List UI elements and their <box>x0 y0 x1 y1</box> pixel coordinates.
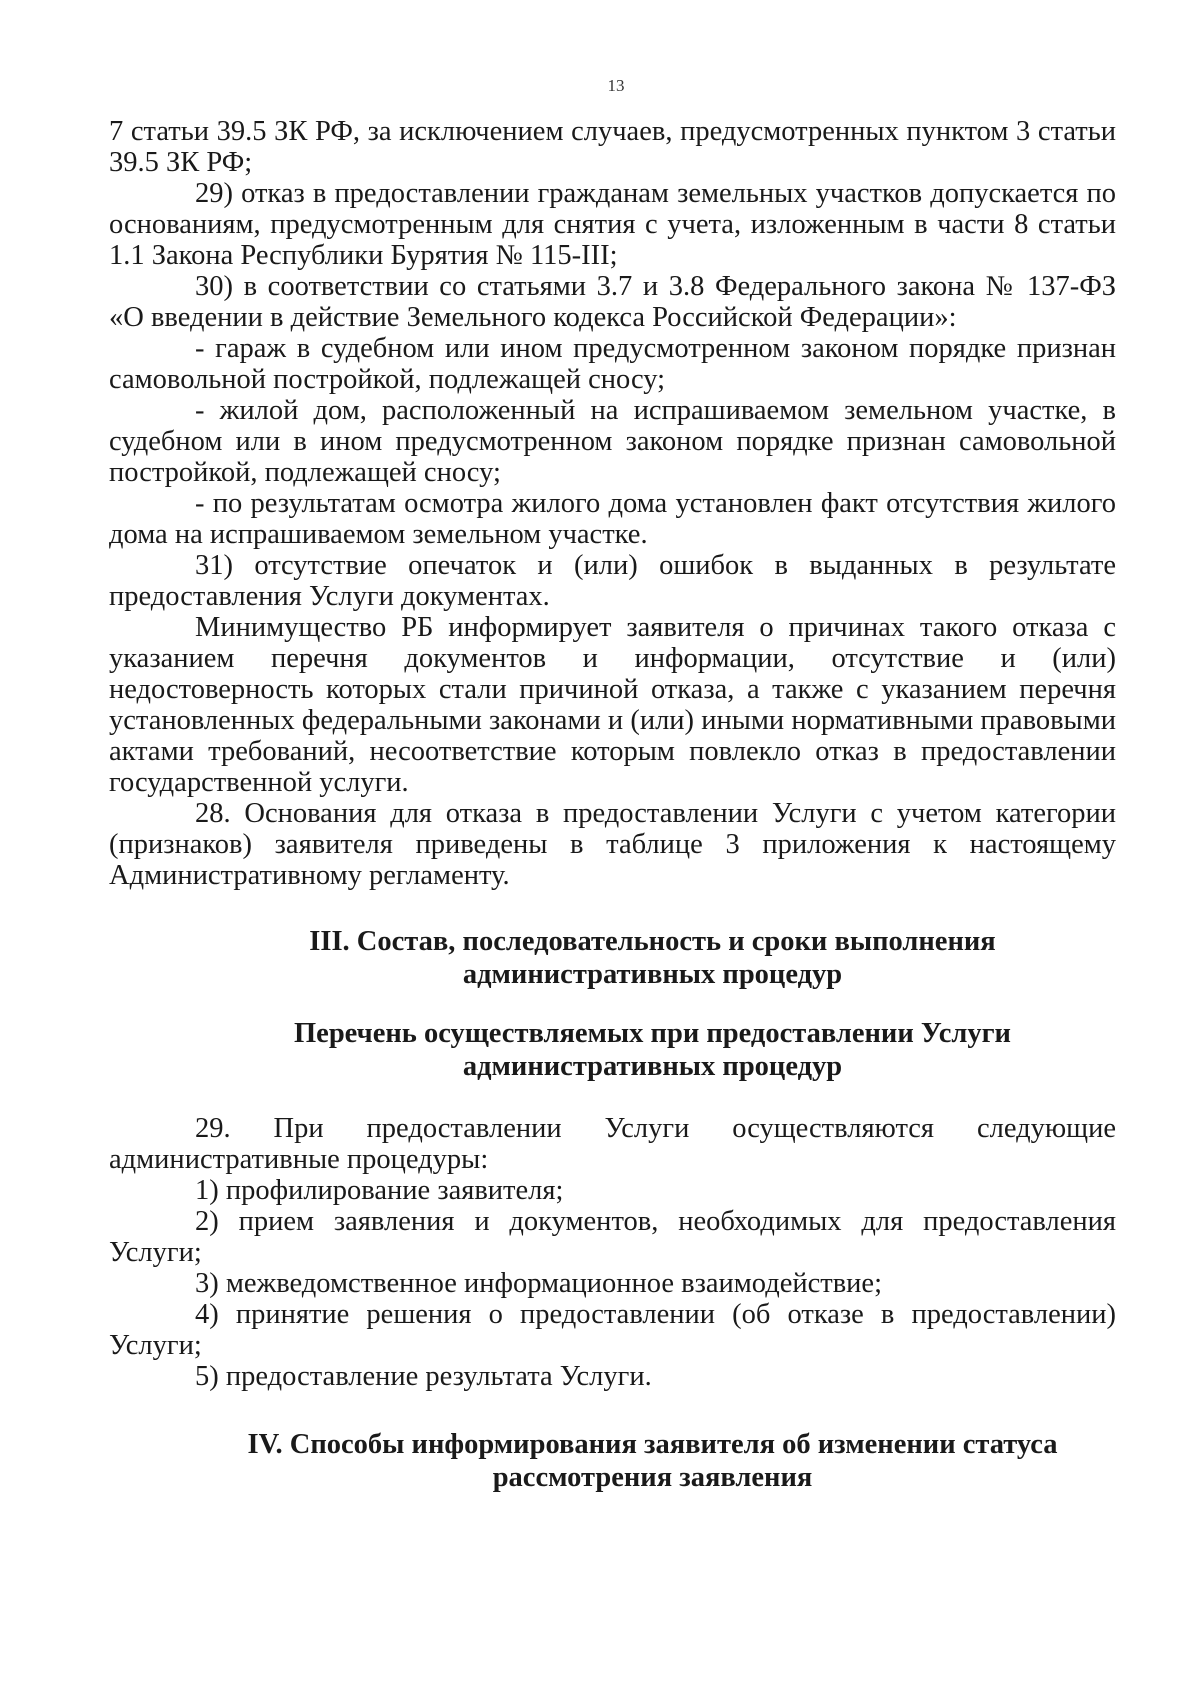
section-3-title <box>109 925 1116 991</box>
list-item: 4) принятие решения о предоставлении (об отказе в предоставлении) Услуги; <box>109 1299 1116 1361</box>
section-3-title-line-2: административных процедур <box>462 959 843 990</box>
paragraph-clause-29: 29. При предоставлении Услуги осуществляются следующие административные процедуры: <box>109 1113 1116 1175</box>
paragraph-dash-garage: - гараж в судебном или ином предусмотренном законом порядке признан самовольной постройкой, подлежащей сносу; <box>109 333 1116 395</box>
section-4-title-line-1: IV. Способы информирования заявителя об изменении статуса <box>247 1429 1058 1460</box>
paragraph-item-30: 30) в соответствии со статьями 3.7 и 3.8 Федерального закона № 137-ФЗ «О введении в действие Земельного кодекса Российской Федерации»: <box>109 271 1116 333</box>
paragraph-dash-inspection: - по результатам осмотра жилого дома установлен факт отсутствия жилого дома на испрашиваемом земельном участке. <box>109 488 1116 550</box>
section-4-title-line-2: рассмотрения заявления <box>492 1462 813 1493</box>
paragraph-ministry-notice: Минимущество РБ информирует заявителя о причинах такого отказа с указанием перечня документов и информации, отсутствие и (или) недостоверность которых стали причиной отказа, а также с указанием перечня установленных федеральными законами и (или) иными нормативными правовыми актами требований, несоответствие которым повлекло отказ в предоставлении государственной услуги. <box>109 612 1116 798</box>
section-4-title <box>109 1428 1116 1494</box>
section-3-subtitle-line-1: Перечень осуществляемых при предоставлении Услуги <box>294 1018 1011 1049</box>
section-3-subtitle <box>109 1017 1116 1083</box>
page-number: 13 <box>607 76 625 95</box>
paragraph-dash-house: - жилой дом, расположенный на испрашиваемом земельном участке, в судебном или в ином предусмотренном законом порядке признан самовольной постройкой, подлежащей сносу; <box>109 395 1116 488</box>
list-item: 3) межведомственное информационное взаимодействие; <box>195 1268 882 1299</box>
section-3-title-line-1: III. Состав, последовательность и сроки выполнения <box>309 926 996 957</box>
list-item: 5) предоставление результата Услуги. <box>195 1361 652 1392</box>
paragraph-item-29: 29) отказ в предоставлении гражданам земельных участков допускается по основаниям, предусмотренным для снятия с учета, изложенным в части 8 статьи 1.1 Закона Республики Бурятия № 115-III; <box>109 178 1116 271</box>
paragraph-clause-28: 28. Основания для отказа в предоставлении Услуги с учетом категории (признаков) заявителя приведены в таблице 3 приложения к настоящему Административному регламенту. <box>109 798 1116 891</box>
list-item: 1) профилирование заявителя; <box>195 1175 564 1206</box>
paragraph-continuation: 7 статьи 39.5 ЗК РФ, за исключением случаев, предусмотренных пунктом 3 статьи 39.5 ЗК РФ; <box>109 116 1116 178</box>
section-3-subtitle-line-2: административных процедур <box>462 1051 843 1082</box>
document-body <box>109 116 1116 1494</box>
procedures-list <box>109 1113 1116 1392</box>
paragraph-item-31: 31) отсутствие опечаток и (или) ошибок в выданных в результате предоставления Услуги документах. <box>109 550 1116 612</box>
list-item: 2) прием заявления и документов, необходимых для предоставления Услуги; <box>109 1206 1116 1268</box>
